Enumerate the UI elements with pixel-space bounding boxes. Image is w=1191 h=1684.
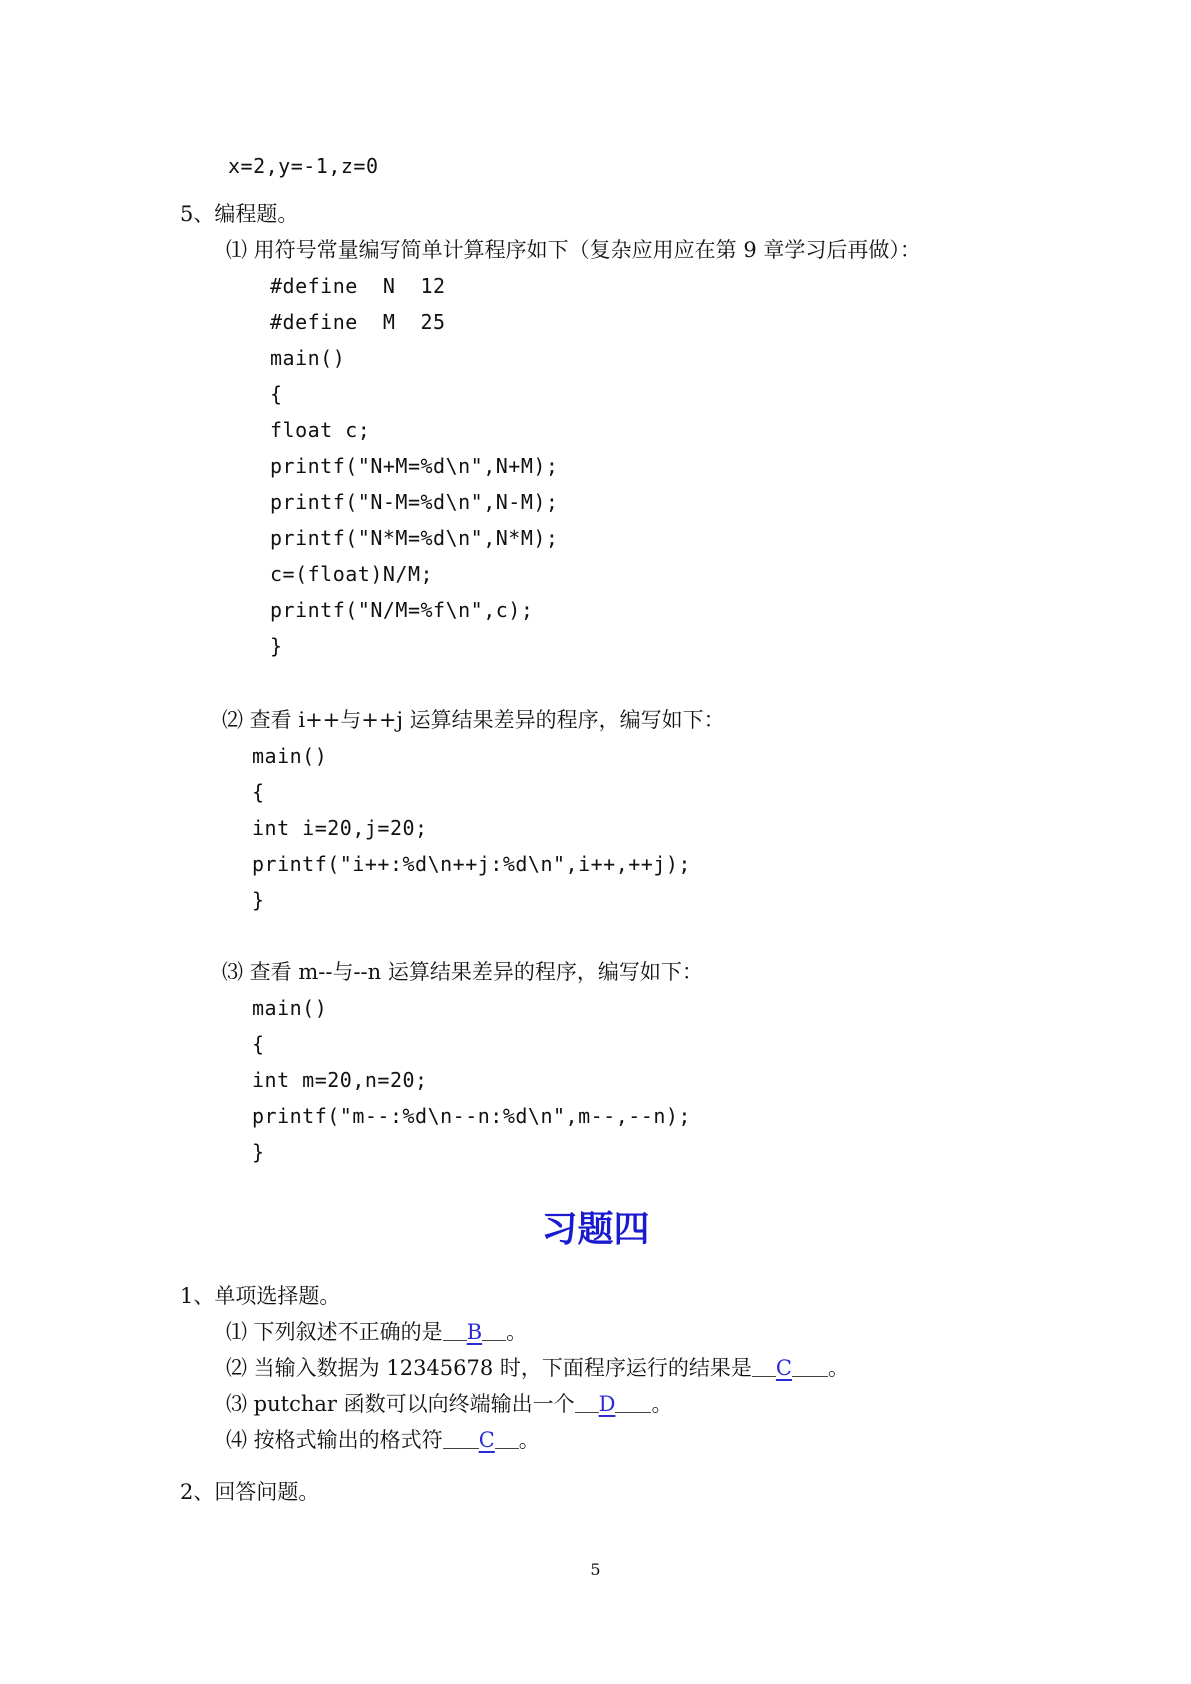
- answer-letter: C: [775, 1356, 792, 1380]
- question-suffix: 。: [828, 1356, 849, 1380]
- question-prompt: ⑶ 查看 m--与--n 运算结果差异的程序，编写如下：: [222, 960, 703, 984]
- answer-blank: [443, 1339, 467, 1341]
- question-text: ⑵ 当输入数据为 12345678 时，下面程序运行的结果是: [226, 1356, 752, 1380]
- question-suffix: 。: [518, 1428, 540, 1452]
- section-title: 2、回答问题。: [180, 1480, 320, 1504]
- code-line: printf("i++:%d\n++j:%d\n",i++,++j);: [252, 852, 691, 876]
- section-title: 1、单项选择题。: [180, 1284, 341, 1308]
- code-line: {: [252, 780, 265, 804]
- code-line: }: [252, 888, 265, 912]
- choice-question: [226, 1426, 540, 1454]
- code-line: printf("N*M=%d\n",N*M);: [270, 526, 559, 550]
- code-line: main(): [252, 996, 328, 1020]
- code-line: c=(float)N/M;: [270, 562, 434, 586]
- question-prompt: ⑴ 用符号常量编写简单计算程序如下（复杂应用应在第 9 章学习后再做）：: [226, 238, 921, 262]
- answer-blank: [752, 1375, 776, 1377]
- answer-letter: C: [478, 1428, 495, 1452]
- code-line: }: [252, 1140, 265, 1164]
- question-prompt: ⑵ 查看 i++与++j 运算结果差异的程序，编写如下：: [222, 708, 725, 732]
- code-line: main(): [252, 744, 328, 768]
- choice-question: [226, 1390, 672, 1418]
- question-text: ⑴ 下列叙述不正确的是: [226, 1320, 443, 1344]
- code-line: float c;: [270, 418, 371, 442]
- code-line: main(): [270, 346, 346, 370]
- page-number: 5: [590, 1560, 601, 1579]
- exercise-heading: 习题四: [541, 1209, 650, 1250]
- code-line: #define M 25: [270, 310, 446, 334]
- answer-blank: [615, 1411, 651, 1413]
- answer-blank: [575, 1411, 599, 1413]
- question-suffix: 。: [506, 1320, 528, 1344]
- code-line: {: [270, 382, 283, 406]
- result-output: x=2,y=-1,z=0: [228, 154, 379, 178]
- choice-question: [226, 1318, 527, 1346]
- code-line: int i=20,j=20;: [252, 816, 428, 840]
- code-line: {: [252, 1032, 265, 1056]
- choice-question: [226, 1354, 849, 1382]
- answer-blank: [792, 1375, 828, 1377]
- answer-blank: [443, 1447, 479, 1449]
- question-suffix: 。: [651, 1392, 673, 1416]
- code-line: int m=20,n=20;: [252, 1068, 428, 1092]
- answer-letter: D: [598, 1392, 616, 1416]
- code-line: printf("m--:%d\n--n:%d\n",m--,--n);: [252, 1104, 691, 1128]
- section-title: 5、编程题。: [180, 202, 299, 226]
- code-line: printf("N-M=%d\n",N-M);: [270, 490, 559, 514]
- answer-blank: [482, 1339, 506, 1341]
- question-text: ⑷ 按格式输出的格式符: [226, 1428, 443, 1452]
- code-line: printf("N/M=%f\n",c);: [270, 598, 534, 622]
- question-text: ⑶ putchar 函数可以向终端输出一个: [226, 1392, 575, 1416]
- answer-blank: [495, 1447, 519, 1449]
- code-line: printf("N+M=%d\n",N+M);: [270, 454, 559, 478]
- code-line: #define N 12: [270, 274, 446, 298]
- answer-letter: B: [466, 1320, 483, 1344]
- code-line: }: [270, 634, 283, 658]
